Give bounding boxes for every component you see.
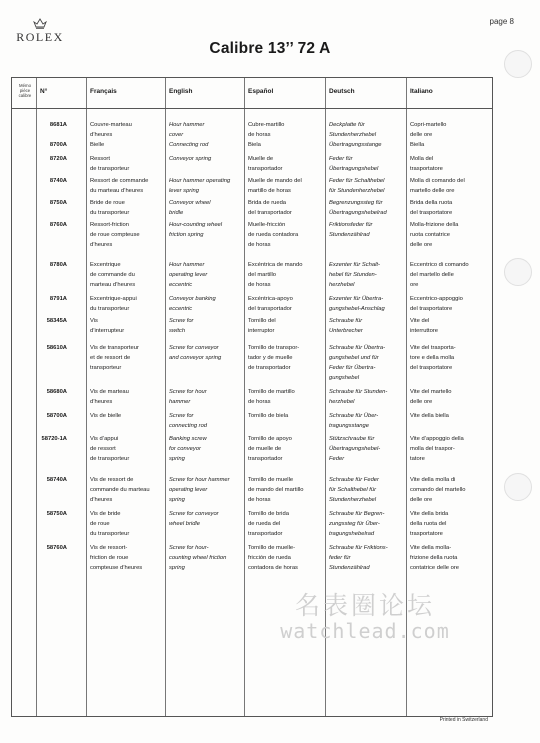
part-name-fr: Vis de bielle [90,413,122,419]
part-name-de: Deckplatte für Stundenherzhebel [329,122,377,138]
part-number: 8700A [49,142,67,148]
part-name-en: Screw for hour hammer operating lever spring [169,477,230,503]
part-number: 58610A [46,345,67,351]
part-name-es: Tornillo de transpor- tador y de muelle de transportador [248,345,300,371]
part-name-fr: Bride de roue du transporteur [90,200,130,216]
part-name-es: Tornillo del interruptor [248,318,276,334]
part-name-es: Tornillo de martillo de horas [248,389,295,405]
part-name-it: Vite del interruttore [410,318,439,334]
part-name-fr: Vis d’interrupteur [90,318,125,334]
part-name-en: Connecting rod [169,142,209,148]
part-name-it: Vite della brida della ruota del trasportatore [410,511,449,537]
part-name-es: Biela [248,142,261,148]
col-header-no: N° [40,88,48,95]
part-number: 8780A [49,262,67,268]
part-name-en: Banking screw for conveyor spring [169,436,207,462]
part-number: 8791A [49,296,67,302]
part-number: 58720-1A [41,436,67,442]
part-name-de: Schraube für Stunden- herzhebel [329,389,388,405]
part-name-es: Brida de rueda del transportador [248,200,292,216]
part-name-it: Eccentrico-appoggio del trasportatore [410,296,463,312]
crown-icon [33,18,47,29]
part-name-en: Hour hammer operating lever spring [169,178,231,194]
part-name-fr: Excentrique de commande du marteau d’heures [90,262,136,288]
part-number: 58740A [46,477,67,483]
part-name-es: Muelle-fricción de rueda contadora de horas [248,222,299,248]
part-name-de: Exzenter für Übertra- gungshebel-Anschlag [329,296,385,312]
part-number: 8760A [49,222,67,228]
brand-name: ROLEX [16,30,64,44]
part-name-it: Vite del trasporta- tore e della molla del trasportatore [410,345,456,371]
part-name-fr: Vis de bride de roue du transporteur [90,511,130,537]
part-name-de: Feder für Übertragungshebel [329,156,379,172]
col-header-italiano: Italiano [410,88,433,95]
binder-hole [504,473,532,501]
part-number: 58345A [46,318,67,324]
part-name-es: Tornillo de muelle- fricción de rueda contadora de horas [248,545,298,571]
part-name-fr: Vis de marteau d’heures [90,389,129,405]
part-number: 58680A [46,389,67,395]
col-header-english: English [169,88,193,95]
part-name-es: Muelle de mando del martillo de horas [248,178,302,194]
part-name-de: Schraube für Friktions- feder für Stundenzählrad [329,545,388,571]
part-name-fr: Ressort-friction de roue compteuse d’heures [90,222,140,248]
part-name-it: Vite della biella [410,413,449,419]
part-name-fr: Excentrique-appui du transporteur [90,296,137,312]
part-name-it: Copri-martello delle ore [410,122,447,138]
part-number: 58760A [46,545,67,551]
part-name-fr: Ressort de transporteur [90,156,130,172]
part-number: 8750A [49,200,67,206]
watermark-line2: watchlead.com [280,619,450,643]
part-name-es: Tornillo de brida de rueda del transportador [248,511,289,537]
part-name-fr: Vis de transporteur et de ressort de transporteur [90,345,139,371]
part-name-fr: Vis d’appui de ressort de transporteur [90,436,130,462]
part-name-de: Begrenzungssteg für Übertragungshebelrad [329,200,387,216]
part-name-de: Schraube für Feder für Schalthebel für Stundenherzhebel [329,477,379,503]
part-name-es: Tornillo de muelle de mando del martillo de horas [248,477,304,503]
part-name-en: Hour-counting wheel friction spring [169,222,223,238]
part-name-it: Vite della molla di comando del martello delle ore [410,477,466,503]
part-name-es: Cubre-martillo de horas [248,122,285,138]
part-name-fr: Couvre-marteau d’heures [90,122,132,138]
part-name-it: Brida della ruota del trasportatore [410,200,453,216]
part-name-en: Screw for conveyor wheel bridle [169,511,219,527]
part-name-it: Molla del trasportatore [410,156,443,172]
col-header-francais: Français [90,88,117,95]
page-number: page 8 [489,17,514,26]
part-name-de: Schraube für Unterbrecher [329,318,363,334]
part-name-fr: Ressort de commande du marteau d’heures [90,178,149,194]
watermark-line1: 名表圈论坛 [294,592,435,620]
part-name-de: Feder für Schalthebel für Stundenherzhebel [329,178,385,194]
part-name-de: Schraube für Begren- zungssteg für Über- tragungshebelrad [329,511,385,537]
part-number: 8720A [49,156,67,162]
part-name-en: Conveyor banking eccentric [169,296,216,312]
part-name-it: Vite d’appoggio della molla del traspor- tatore [410,436,464,462]
part-name-de: Schraube für Über- tragungsstange [329,413,379,429]
part-name-de: Übertragungsstange [329,142,382,148]
part-name-es: Tornillo de biela [248,413,289,419]
part-name-en: Hour hammer cover [169,122,205,138]
part-name-en: Screw for switch [169,318,194,334]
part-name-it: Molla-frizione della ruota contatrice delle ore [410,222,459,248]
part-number: 8740A [49,178,67,184]
binder-hole [504,50,532,78]
part-name-es: Muelle de transportador [248,156,283,172]
part-name-en: Screw for connecting rod [169,413,208,429]
col-header-espanol: Español [248,88,274,95]
part-name-de: Exzenter für Schalt- hebel für Stunden- herzhebel [329,262,380,288]
part-name-en: Screw for hour hammer [169,389,207,405]
part-name-en: Conveyor wheel bridle [169,200,211,216]
part-name-es: Excéntrica-apoyo del transportador [248,296,293,312]
part-name-de: Friktionsfeder für Stundenzählrad [329,222,373,238]
part-name-es: Excéntrica de mando del martillo de horas [248,262,303,288]
part-name-it: Biella [410,142,425,148]
part-name-es: Tornillo de apoyo de muelle de transportador [248,436,292,462]
part-name-de: Schraube für Übertra- gungshebel und für Feder für Übertra- gungshebel [329,345,386,381]
page-title: Calibre 13’’ 72 A [209,40,331,57]
part-name-en: Screw for conveyor and conveyor spring [169,345,222,361]
part-name-it: Molla di comando del martello delle ore [410,178,465,194]
col-header-deutsch: Deutsch [329,88,355,95]
part-name-en: Hour hammer operating lever eccentric [169,262,208,288]
part-number: 58700A [46,413,67,419]
part-name-en: Screw for hour- counting wheel friction spring [169,545,227,571]
part-number: 58750A [46,511,67,517]
part-name-it: Vite della molla- frizione della ruota contatrice delle ore [410,545,459,571]
part-name-de: Stützschraube für Übertragungshebel- Feder [329,436,381,462]
part-name-it: Eccentrico di comando del martello delle ore [410,262,469,288]
memo-header: Mémo pièce calibre [18,83,32,99]
part-name-it: Vite del martello delle ore [410,389,452,405]
printed-note: Printed in Switzerland [439,717,488,723]
part-name-en: Conveyor spring [169,156,212,162]
part-name-fr: Vis de ressort de commande du marteau d’heures [90,477,150,503]
part-name-fr: Vis de ressort- friction de roue compteuse d’heures [90,545,143,571]
part-number: 8681A [49,122,67,128]
part-name-fr: Bielle [90,142,105,148]
parts-table [11,77,493,717]
binder-hole [504,258,532,286]
